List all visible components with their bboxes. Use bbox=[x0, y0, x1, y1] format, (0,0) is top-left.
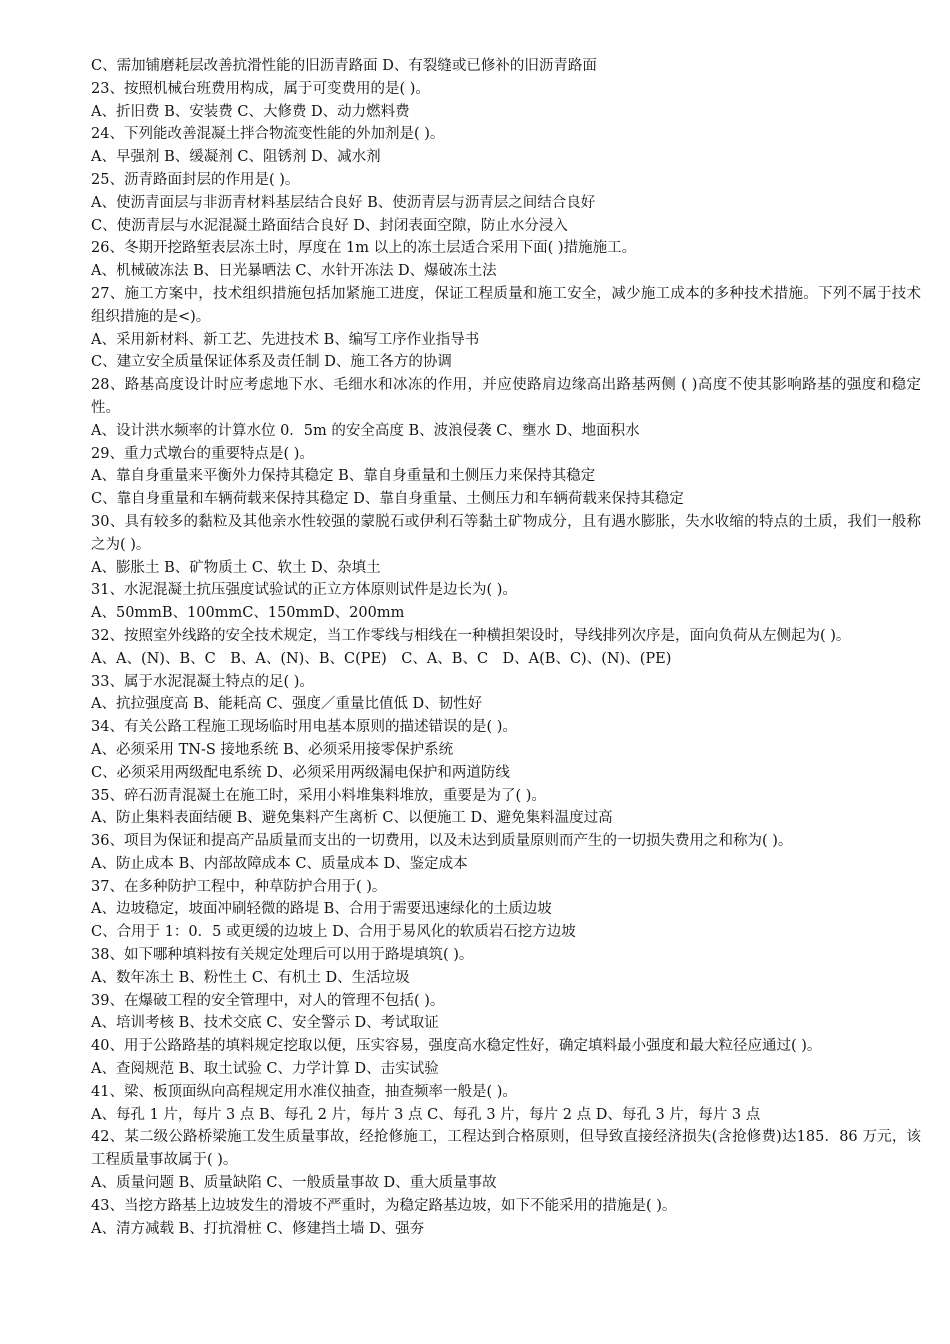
question-40: 40、用于公路路基的填料规定挖取以便，压实容易，强度高水稳定性好，确定填料最小强度和最大粒径应通过( )。 bbox=[91, 1038, 822, 1055]
options-23: A、折旧费 B、安装费 C、大修费 D、动力燃料费 bbox=[91, 103, 410, 120]
question-23: 23、按照机械台班费用构成，属于可变费用的是( )。 bbox=[91, 80, 430, 97]
text-line: C、需加铺磨耗层改善抗滑性能的旧沥青路面 D、有裂缝或已修补的旧沥青路面 bbox=[91, 58, 597, 74]
question-36: 36、项目为保证和提高产品质量而支出的一切费用，以及未达到质量原则而产生的一切损失费用之和称为( )。 bbox=[91, 833, 793, 850]
question-32: 32、按照室外线路的安全技术规定，当工作零线与相线在一种横担架设时，导线排列次序是，面向负荷从左侧起为( )。 bbox=[91, 627, 851, 644]
options-27-cd: C、建立安全质量保证体系及责任制 D、施工各方的协调 bbox=[91, 354, 452, 371]
question-30: 30、具有较多的黏粒及其他亲水性较强的蒙脱石或伊利石等黏土矿物成分，且有遇水膨胀，失水收缩的特点的土质，我们一般称之为( )。 bbox=[91, 513, 921, 553]
question-27: 27、施工方案中，技术组织措施包括加紧施工进度，保证工程质量和施工安全，减少施工成本的多种技术措施。下列不属于技术组织措施的是<)。 bbox=[91, 285, 921, 325]
question-39: 39、在爆破工程的安全管理中，对人的管理不包括( )。 bbox=[91, 992, 445, 1009]
options-28: A、设计洪水频率的计算水位 0．5m 的安全高度 B、波浪侵袭 C、壅水 D、地面积水 bbox=[91, 422, 640, 439]
options-27-ab: A、采用新材料、新工艺、先进技术 B、编写工序作业指导书 bbox=[91, 331, 480, 348]
document-body bbox=[91, 55, 921, 1240]
question-29: 29、重力式墩台的重要特点是( )。 bbox=[91, 445, 314, 462]
question-38: 38、如下哪种填料按有关规定处理后可以用于路堤填筑( )。 bbox=[91, 947, 474, 964]
options-29-cd: C、靠自身重量和车辆荷载来保持其稳定 D、靠自身重量、土侧压力和车辆荷载来保持其稳定 bbox=[91, 491, 684, 508]
options-42: A、质量问题 B、质量缺陷 C、一般质量事故 D、重大质量事故 bbox=[91, 1175, 497, 1192]
options-35: A、防止集料表面结硬 B、避免集料产生离析 C、以便施工 D、避免集料温度过高 bbox=[91, 810, 613, 827]
question-31: 31、水泥混凝土抗压强度试验试的正立方体原则试件是边长为( )。 bbox=[91, 582, 517, 599]
options-26: A、机械破冻法 B、日光暴晒法 C、水针开冻法 D、爆破冻土法 bbox=[91, 263, 497, 280]
question-26: 26、冬期开挖路堑表层冻土时，厚度在 1m 以上的冻土层适合采用下面( )措施施工。 bbox=[91, 240, 637, 257]
options-36: A、防止成本 B、内部故障成本 C、质量成本 D、鉴定成本 bbox=[91, 855, 468, 872]
options-37-cd: C、合用于 1：0．5 或更缓的边坡上 D、合用于易风化的软质岩石挖方边坡 bbox=[91, 924, 576, 941]
options-43: A、清方减载 B、打抗滑桩 C、修建挡土墙 D、强夯 bbox=[91, 1220, 425, 1237]
options-37-ab: A、边坡稳定，坡面冲刷轻微的路堤 B、合用于需要迅速绿化的土质边坡 bbox=[91, 901, 552, 918]
options-31: A、50mmB、100mmC、150mmD、200mm bbox=[91, 605, 405, 622]
options-41: A、每孔 1 片，每片 3 点 B、每孔 2 片，每片 3 点 C、每孔 3 片，每片 2 点 D、每孔 3 片，每片 3 点 bbox=[91, 1106, 761, 1123]
options-40: A、查阅规范 B、取土试验 C、力学计算 D、击实试验 bbox=[91, 1061, 439, 1078]
options-30: A、膨胀土 B、矿物质土 C、软土 D、杂填土 bbox=[91, 559, 381, 576]
options-25-ab: A、使沥青面层与非沥青材料基层结合良好 B、使沥青层与沥青层之间结合良好 bbox=[91, 194, 596, 211]
question-43: 43、当挖方路基上边坡发生的滑坡不严重时，为稳定路基边坡，如下不能采用的措施是( )。 bbox=[91, 1197, 677, 1214]
options-24: A、早强剂 B、缓凝剂 C、阻锈剂 D、减水剂 bbox=[91, 149, 381, 166]
options-33: A、抗拉强度高 B、能耗高 C、强度／重量比值低 D、韧性好 bbox=[91, 696, 483, 713]
question-41: 41、梁、板顶面纵向高程规定用水准仪抽查，抽查频率一般是( )。 bbox=[91, 1083, 517, 1100]
options-25-cd: C、使沥青层与水泥混凝土路面结合良好 D、封闭表面空隙，防止水分浸入 bbox=[91, 217, 568, 234]
question-24: 24、下列能改善混凝土拌合物流变性能的外加剂是( )。 bbox=[91, 126, 445, 143]
options-32: A、A、(N)、B、C B、A、(N)、B、C(PE) C、A、B、C D、A(B、C)、(N)、(PE) bbox=[91, 650, 672, 667]
options-34-cd: C、必须采用两级配电系统 D、必须采用两级漏电保护和两道防线 bbox=[91, 764, 510, 781]
question-28: 28、路基高度设计时应考虑地下水、毛细水和冰冻的作用，并应使路肩边缘高出路基两侧 ( )高度不使其影响路基的强度和稳定性。 bbox=[91, 377, 921, 416]
question-33: 33、属于水泥混凝土特点的足( )。 bbox=[91, 673, 314, 690]
question-42: 42、某二级公路桥梁施工发生质量事故，经抢修施工，工程达到合格原则，但导致直接经济损失(含抢修费)达185．86 万元，该工程质量事故属于( )。 bbox=[91, 1129, 921, 1169]
options-38: A、数年冻土 B、粉性土 C、有机土 D、生活垃圾 bbox=[91, 969, 410, 986]
question-37: 37、在多种防护工程中，种草防护合用于( )。 bbox=[91, 878, 387, 895]
options-29-ab: A、靠自身重量来平衡外力保持其稳定 B、靠自身重量和土侧压力来保持其稳定 bbox=[91, 468, 596, 485]
question-35: 35、碎石沥青混凝土在施工时，采用小料堆集料堆放，重要是为了( )。 bbox=[91, 787, 546, 804]
question-34: 34、有关公路工程施工现场临时用电基本原则的描述错误的是( )。 bbox=[91, 719, 517, 736]
question-25: 25、沥青路面封层的作用是( )。 bbox=[91, 171, 300, 188]
options-39: A、培训考核 B、技术交底 C、安全警示 D、考试取证 bbox=[91, 1015, 439, 1032]
options-34-ab: A、必须采用 TN-S 接地系统 B、必须采用接零保护系统 bbox=[91, 741, 454, 758]
